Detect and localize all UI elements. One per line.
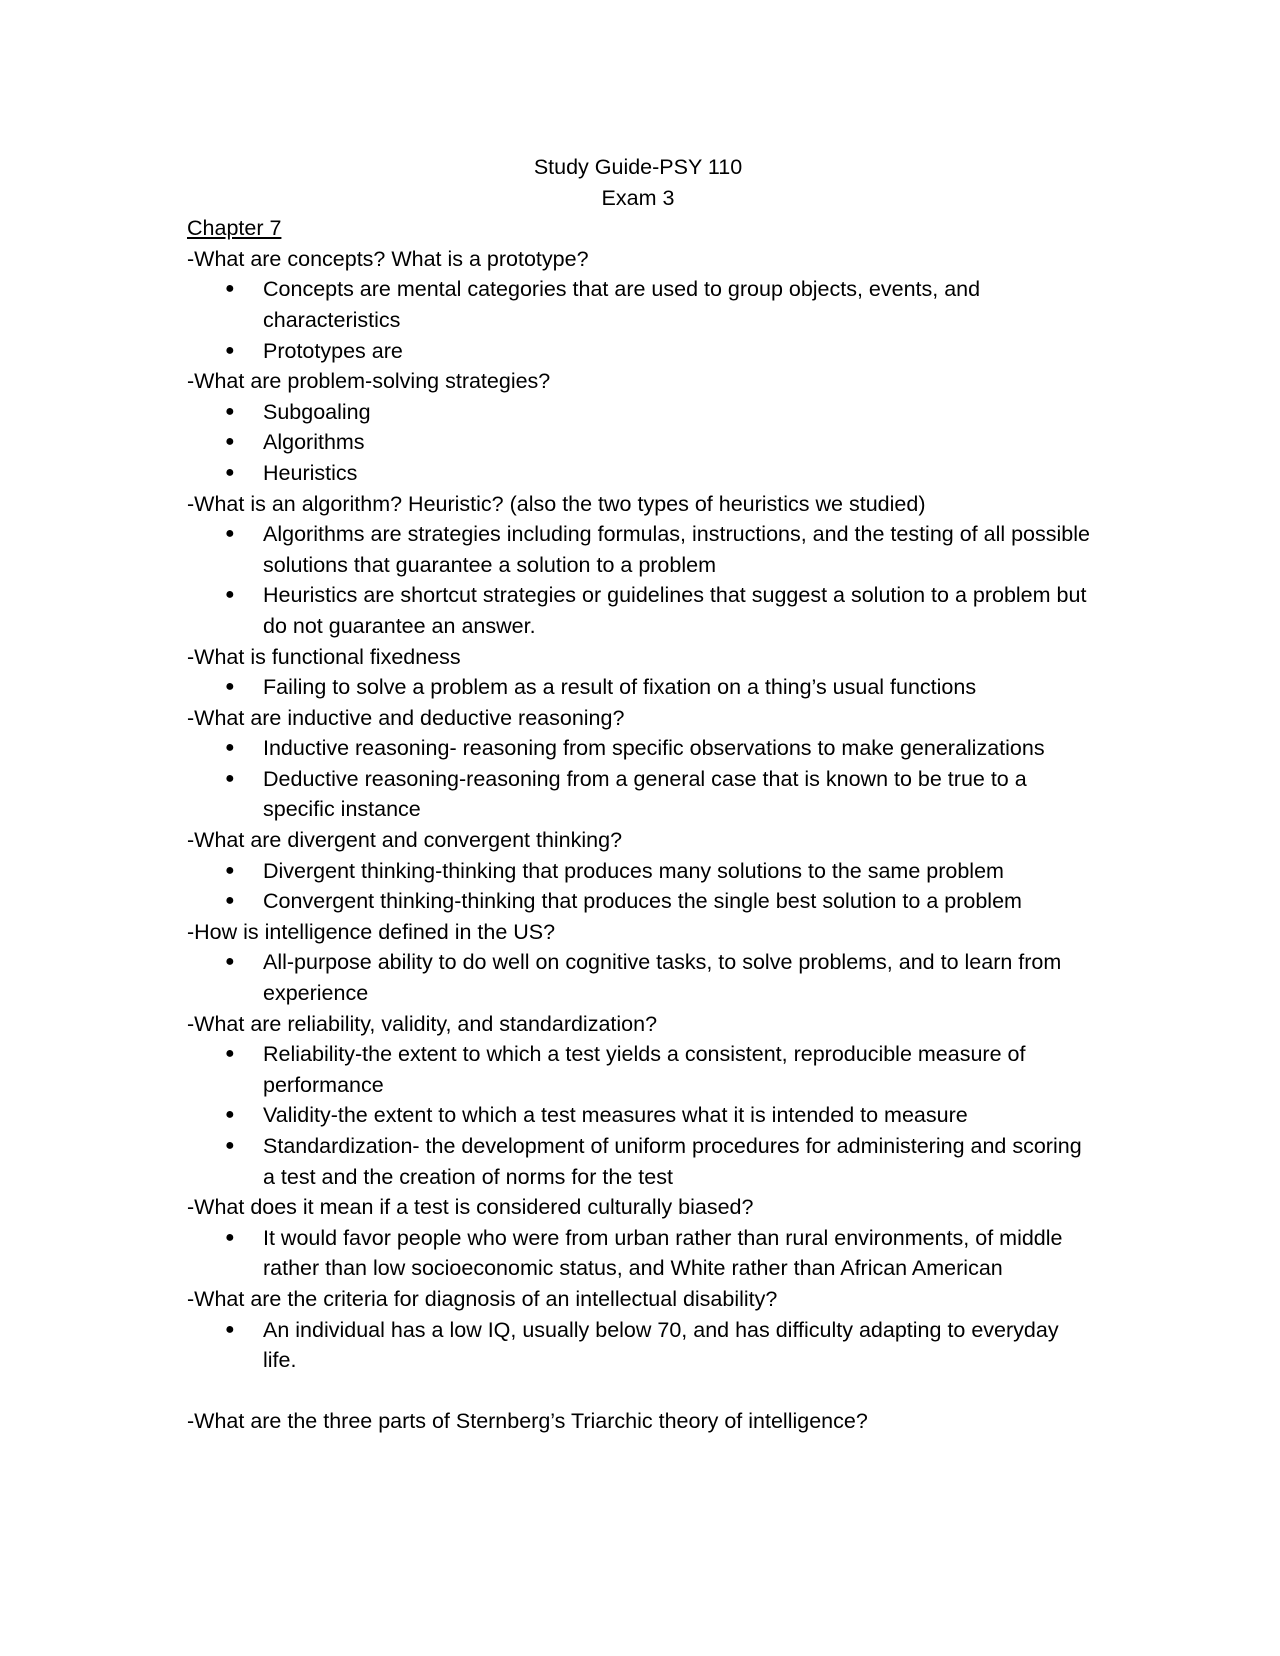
question: -What are problem-solving strategies?: [187, 369, 551, 394]
answer-item: [187, 672, 1097, 703]
answer-item: [187, 336, 1097, 367]
question-list: [187, 244, 1097, 1376]
bullet-icon: ●: [225, 402, 235, 420]
document-page: [187, 152, 1097, 1437]
answer-list: [187, 947, 1097, 1008]
answer-text: Heuristics: [263, 460, 358, 485]
bullet-icon: ●: [225, 769, 235, 787]
answer-text: Failing to solve a problem as a result of fixation on a thing’s usual functions: [263, 675, 977, 700]
bullet-icon: ●: [225, 586, 235, 604]
question: -What are concepts? What is a prototype?: [187, 246, 589, 271]
answer-text: It would favor people who were from urban rather than rural environments, of middle rather than low socioeconomic status, and White rather than African American: [263, 1225, 1063, 1281]
answer-text: Validity-the extent to which a test measures what it is intended to measure: [263, 1103, 968, 1128]
answer-list: [187, 733, 1097, 825]
bullet-icon: ●: [225, 678, 235, 696]
answer-list: [187, 856, 1097, 917]
bullet-icon: ●: [225, 341, 235, 359]
bullet-icon: ●: [225, 463, 235, 481]
bullet-icon: ●: [225, 739, 235, 757]
answer-text: Subgoaling: [263, 399, 371, 424]
answer-item: [187, 856, 1097, 887]
bullet-icon: ●: [225, 861, 235, 879]
answer-item: [187, 1131, 1097, 1192]
answer-text: Prototypes are: [263, 338, 403, 363]
blank-line: [187, 1376, 1097, 1407]
final-question: -What are the three parts of Sternberg’s Triarchic theory of intelligence?: [187, 1409, 868, 1434]
answer-text: Deductive reasoning-reasoning from a general case that is known to be true to a specific instance: [263, 766, 1027, 822]
question: -What does it mean if a test is considered culturally biased?: [187, 1195, 754, 1220]
answer-text: An individual has a low IQ, usually below 70, and has difficulty adapting to everyday life.: [263, 1317, 1059, 1373]
answer-text: Algorithms are strategies including formulas, instructions, and the testing of all possible solutions that guarantee a solution to a problem: [263, 522, 1090, 577]
answer-item: [187, 733, 1097, 764]
bullet-icon: ●: [225, 280, 235, 298]
question: -What are inductive and deductive reasoning?: [187, 705, 625, 730]
answer-item: [187, 1100, 1097, 1131]
answer-item: [187, 764, 1097, 825]
question: -What are the criteria for diagnosis of an intellectual disability?: [187, 1286, 778, 1311]
question: -What are divergent and convergent thinking?: [187, 828, 623, 853]
document-title: Study Guide-PSY 110: [533, 155, 743, 179]
chapter-heading: Chapter 7: [187, 216, 282, 241]
answer-item: [187, 427, 1097, 458]
question: -What is an algorithm? Heuristic? (also the two types of heuristics we studied): [187, 491, 926, 516]
answer-list: [187, 1315, 1097, 1376]
answer-text: Convergent thinking-thinking that produces the single best solution to a problem: [263, 889, 1022, 914]
answer-item: [187, 1315, 1097, 1376]
answer-item: [187, 458, 1097, 489]
question: -What are reliability, validity, and standardization?: [187, 1011, 658, 1036]
bullet-icon: ●: [225, 1137, 235, 1154]
bullet-icon: ●: [225, 433, 235, 451]
answer-item: [187, 947, 1097, 1008]
question: -What is functional fixedness: [187, 644, 461, 669]
bullet-icon: ●: [225, 892, 235, 910]
answer-text: Concepts are mental categories that are used to group objects, events, and characteristics: [263, 277, 981, 332]
answer-list: [187, 672, 1097, 703]
answer-item: [187, 1223, 1097, 1284]
answer-text: Divergent thinking-thinking that produces many solutions to the same problem: [263, 858, 1004, 883]
bullet-icon: ●: [225, 1106, 235, 1124]
answer-text: Inductive reasoning- reasoning from specific observations to make generalizations: [263, 736, 1045, 761]
answer-list: [187, 519, 1097, 641]
answer-text: Reliability-the extent to which a test yields a consistent, reproducible measure of performance: [263, 1042, 1026, 1097]
answer-list: [187, 274, 1097, 366]
answer-item: [187, 886, 1097, 917]
bullet-icon: ●: [225, 525, 235, 543]
bullet-icon: ●: [225, 1045, 235, 1063]
answer-text: Standardization- the development of uniform procedures for administering and scoring a test and the creation of norms for the test: [263, 1134, 1082, 1189]
bullet-icon: ●: [225, 1320, 235, 1338]
answer-list: [187, 397, 1097, 489]
answer-item: [187, 1039, 1097, 1100]
question: -How is intelligence defined in the US?: [187, 919, 556, 944]
bullet-icon: ●: [225, 953, 235, 971]
answer-item: [187, 519, 1097, 580]
answer-text: All-purpose ability to do well on cognitive tasks, to solve problems, and to learn from experience: [263, 950, 1062, 1006]
bullet-icon: ●: [225, 1228, 235, 1246]
answer-list: [187, 1223, 1097, 1284]
answer-text: Heuristics are shortcut strategies or guidelines that suggest a solution to a problem but do not guarantee an answer.: [263, 583, 1087, 638]
document-subtitle: Exam 3: [601, 185, 675, 210]
answer-item: [187, 397, 1097, 428]
answer-item: [187, 274, 1097, 335]
answer-text: Algorithms: [263, 430, 365, 455]
answer-list: [187, 1039, 1097, 1192]
answer-item: [187, 580, 1097, 641]
